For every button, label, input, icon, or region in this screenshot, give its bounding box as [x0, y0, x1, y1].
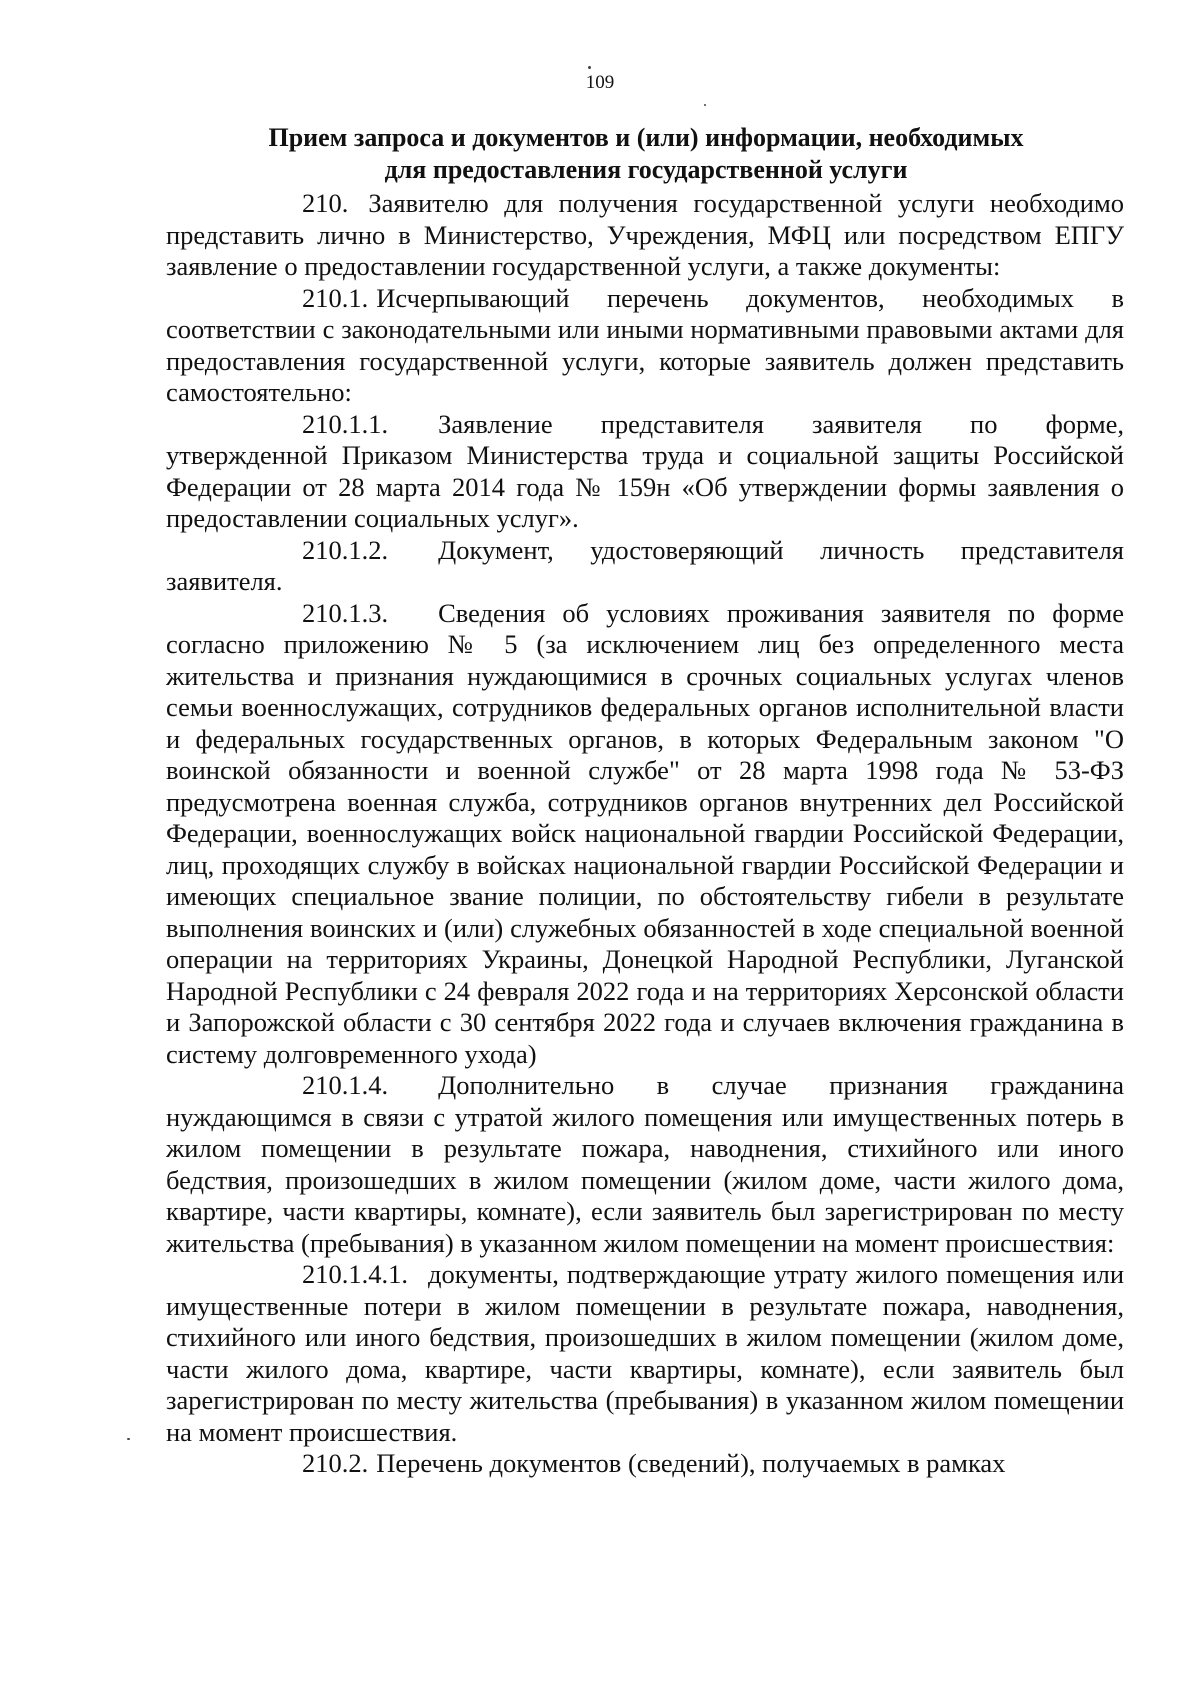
paragraph-210-1 [166, 283, 1124, 409]
paragraph-text: Сведения об условиях проживания заявителя по форме согласно приложению № 5 (за исключением лиц без определенного места жительства и признания нуждающимися в срочных социальных услугах членов семьи военнослужащих, сотрудников федеральных органов исполнительной власти и федеральных государственных органов, в которых Федеральным законом "О воинской обязанности и военной службе" от 28 марта 1998 года № 53-ФЗ предусмотрена военная служба, сотрудников органов внутренних дел Российской Федерации, военнослужащих войск национальной гвардии Российской Федерации, лиц, проходящих службу в войсках национальной гвардии Российской Федерации и имеющих специальное звание полиции, по обстоятельству гибели в результате выполнения воинских и (или) служебных обязанностей в ходе специальной военной операции на территориях Украины, Донецкой Народной Республики, Луганской Народной Республики с 24 февраля 2022 года и на территориях Херсонской области и Запорожской области с 30 сентября 2022 года и случаев включения гражданина в систему долговременного ухода) [166, 597, 1124, 1069]
paragraph-210-2 [166, 1448, 1124, 1480]
page-number: 109 [585, 72, 615, 93]
paragraph-number: 210.1.4. [302, 1070, 389, 1100]
paragraph-210 [166, 188, 1124, 283]
paragraph-text: Заявителю для получения государственной услуги необходимо представить лично в Министерство, Учреждения, МФЦ или посредством ЕПГУ заявление о предоставлении государственной услуги, а также документы: [166, 188, 1124, 281]
paragraph-number: 210.2. [302, 1448, 369, 1478]
paragraph-number: 210.1.4.1. [302, 1259, 408, 1289]
paragraph-210-1-4 [166, 1070, 1124, 1259]
scan-speck [127, 1438, 130, 1440]
heading-line-1: Прием запроса и документов и (или) информации, необходимых [268, 123, 1024, 152]
paragraph-210-1-1 [166, 409, 1124, 535]
paragraph-text: документы, подтверждающие утрату жилого помещения или имущественные потери в жилом помещении в результате пожара, наводнения, стихийного или иного бедствия, произошедших в жилом помещении (жилом доме, части жилого дома, квартире, части квартиры, комнате), если заявитель был зарегистрирован по месту жительства (пребывания) в указанном жилом помещении на момент происшествия. [166, 1259, 1124, 1447]
paragraph-text: Исчерпывающий перечень документов, необходимых в соответствии с законодательными или иными нормативными правовыми актами для предоставления государственной услуги, которые заявитель должен представить самостоятельно: [166, 282, 1124, 407]
scan-speck [588, 66, 591, 69]
paragraph-number: 210.1.2. [302, 534, 389, 565]
paragraph-number: 210.1.3. [302, 597, 389, 628]
paragraph-number: 210.1.1. [302, 408, 389, 439]
paragraph-text: Заявление представителя заявителя по форме, утвержденной Приказом Министерства труда и социальной защиты Российской Федерации от 28 марта 2014 года № 159н «Об утверждении формы заявления о предоставлении социальных услуг». [166, 408, 1124, 533]
paragraph-text: Документ, удостоверяющий личность представителя заявителя. [166, 534, 1124, 596]
section-heading [166, 122, 1126, 186]
document-body [166, 188, 1124, 1480]
heading-line-2: для предоставления государственной услуги [384, 155, 908, 184]
paragraph-text: Перечень документов (сведений), получаемых в рамках [376, 1448, 1006, 1478]
paragraph-210-1-3 [166, 598, 1124, 1071]
paragraph-210-1-4-1 [166, 1259, 1124, 1448]
paragraph-210-1-2 [166, 535, 1124, 598]
paragraph-text: Дополнительно в случае признания гражданина нуждающимся в связи с утратой жилого помещения или имущественных потерь в жилом помещении в результате пожара, наводнения, стихийного или иного бедствия, произошедших в жилом помещении (жилом доме, части жилого дома, квартире, части квартиры, комнате), если заявитель был зарегистрирован по месту жительства (пребывания) в указанном жилом помещении на момент происшествия: [166, 1070, 1124, 1258]
paragraph-number: 210. [302, 188, 349, 218]
paragraph-number: 210.1. [302, 282, 369, 313]
scan-speck [704, 104, 706, 106]
